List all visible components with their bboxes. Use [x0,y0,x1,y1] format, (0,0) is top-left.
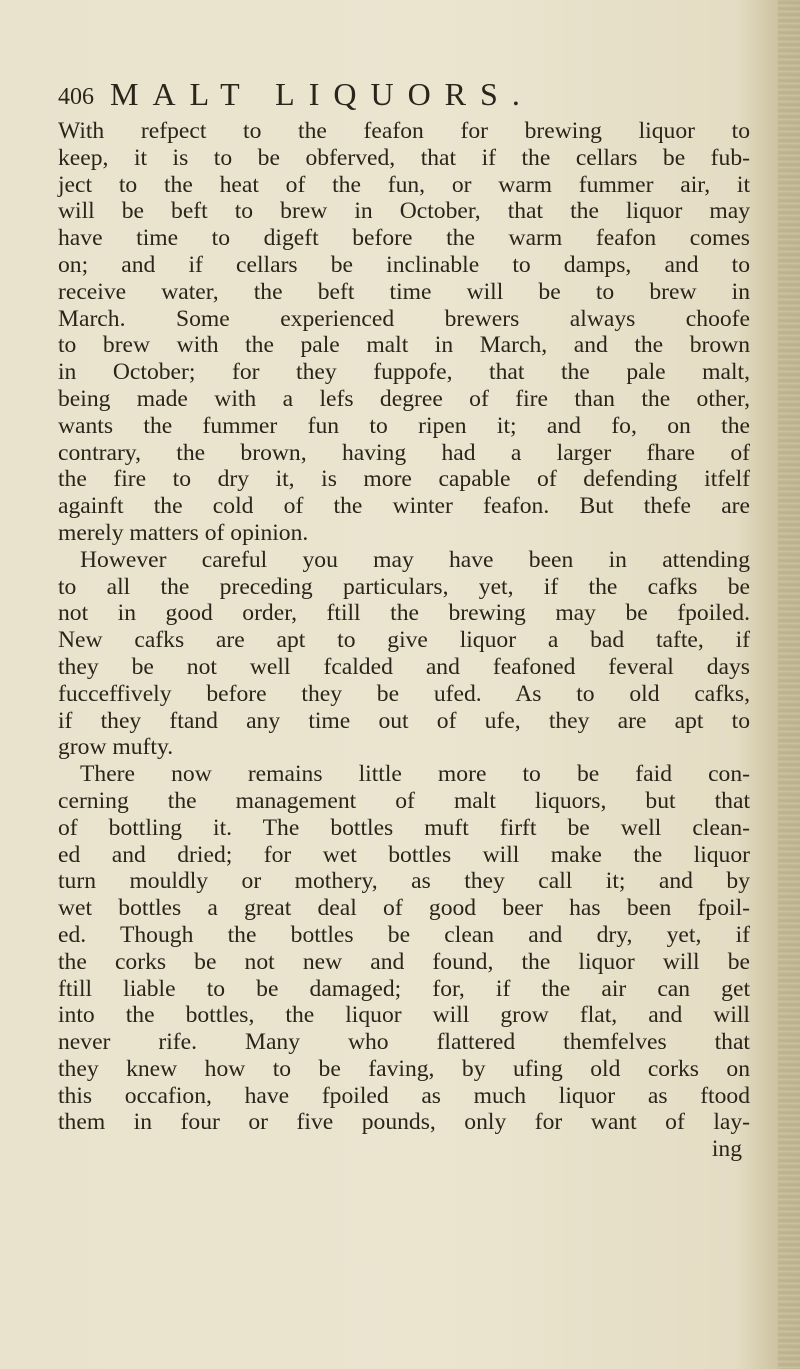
text-line: However careful you may have been in attending [80,546,750,573]
text-line: With refpect to the feafon for brewing liquor to [58,118,750,144]
text-line: New cafks are apt to give liquor a bad tafte, if [58,627,750,654]
running-head [58,76,738,116]
text-line: have time to digeft before the warm feafon comes [58,225,750,252]
text-line: on; and if cellars be inclinable to damps, and to [58,251,750,278]
running-title: MALT LIQUORS. [110,76,534,112]
text-line: grow mufty. [58,734,174,761]
text-line: contrary, the brown, having had a larger fhare of [58,439,750,466]
text-line: never rife. Many who flattered themfelves that [58,1029,750,1056]
text-line: keep, it is to be obferved, that if the cellars be fub- [58,144,750,171]
text-line: turn mouldly or mothery, as they call it; and by [58,868,750,895]
text-line: There now remains little more to be faid con- [80,761,750,788]
text-line: ject to the heat of the fun, or warm fummer air, it [58,171,750,198]
text-line: of bottling it. The bottles muft firft be well clean- [58,814,750,841]
text-line: ftill liable to be damaged; for, if the air can get [58,975,750,1002]
body-text [58,118,750,1163]
text-line: ed and dried; for wet bottles will make the liquor [58,841,750,868]
page-number: 406 [58,84,94,110]
text-line: merely matters of opinion. [58,519,309,546]
text-line: to all the preceding particulars, yet, if the cafks be [58,573,750,600]
text-line: againft the cold of the winter feafon. But thefe are [58,493,750,520]
text-line: March. Some experienced brewers always choofe [58,305,750,332]
text-line: the corks be not new and found, the liquor will be [58,948,750,975]
text-line: wants the fummer fun to ripen it; and fo, on the [58,412,750,439]
text-line: this occafion, have fpoiled as much liquor as ftood [58,1082,750,1109]
text-line: them in four or five pounds, only for want of lay- [58,1109,750,1136]
catchword: ing [711,1136,742,1163]
text-line: not in good order, ftill the brewing may be fpoiled. [58,600,750,627]
text-line: will be beft to brew in October, that the liquor may [58,198,750,225]
text-line: in October; for they fuppofe, that the pale malt, [58,359,750,386]
page-edge [778,0,800,1369]
text-line: cerning the management of malt liquors, but that [58,787,750,814]
text-line: receive water, the beft time will be to brew in [58,278,750,305]
text-line: wet bottles a great deal of good beer has been fpoil- [58,895,750,922]
text-line: if they ftand any time out of ufe, they are apt to [58,707,750,734]
text-line: they be not well fcalded and feafoned feveral days [58,653,750,680]
text-line: they knew how to be faving, by ufing old corks on [58,1055,750,1082]
text-line: fucceffively before they be ufed. As to old cafks, [58,680,750,707]
text-line: into the bottles, the liquor will grow flat, and will [58,1002,750,1029]
text-line: ed. Though the bottles be clean and dry, yet, if [58,921,750,948]
text-line: being made with a lefs degree of fire than the other, [58,385,750,412]
text-line: the fire to dry it, is more capable of defending itfelf [58,466,750,493]
text-line: to brew with the pale malt in March, and the brown [58,332,750,359]
